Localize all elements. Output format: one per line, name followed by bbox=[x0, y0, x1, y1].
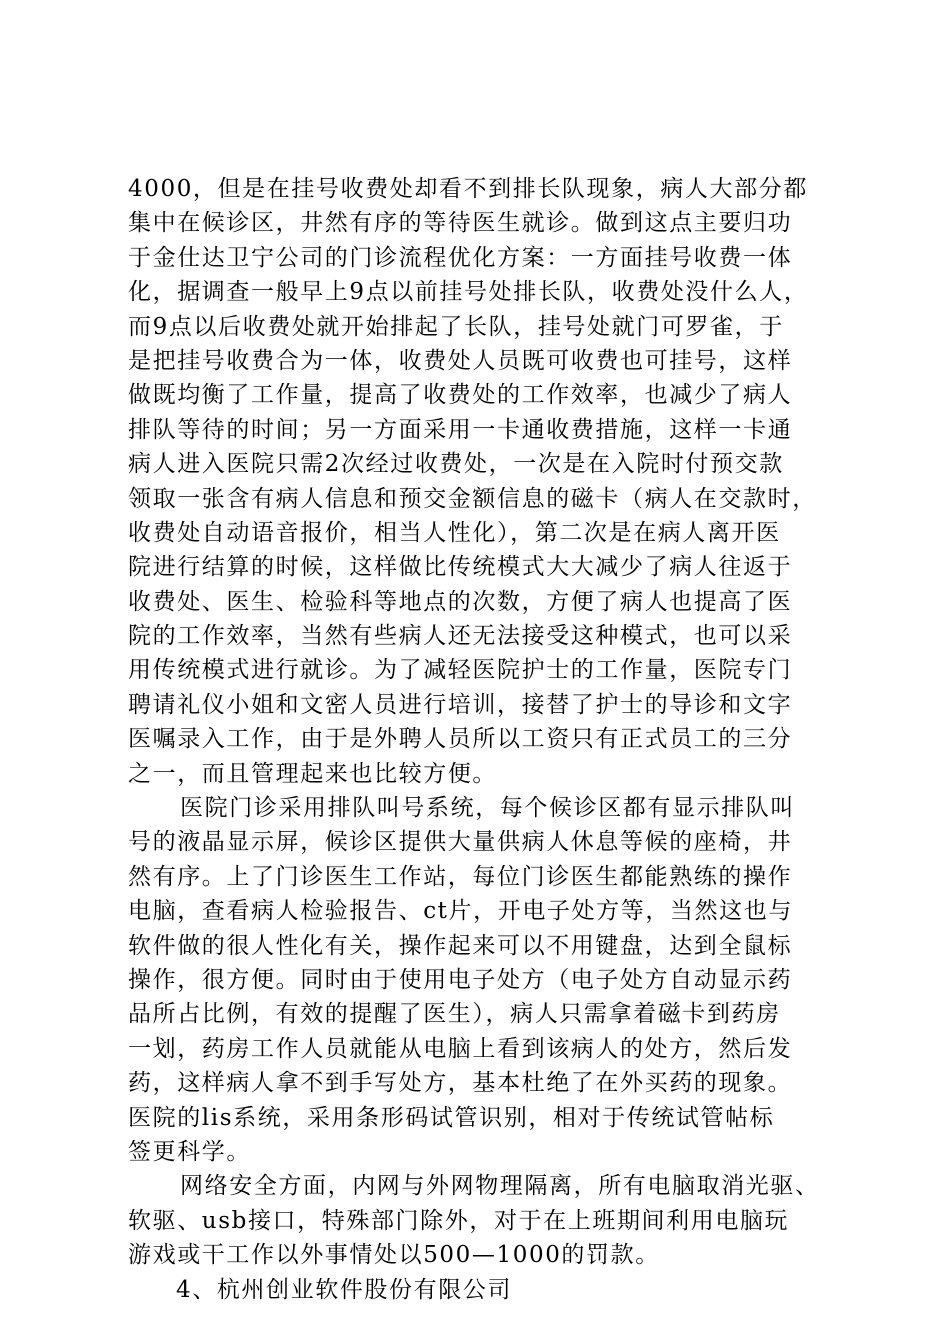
text-line: 医院门诊采用排队叫号系统，每个候诊区都有显示排队叫 bbox=[180, 795, 795, 822]
text-line: 做既均衡了工作量，提高了收费处的工作效率，也减少了病人 bbox=[128, 382, 793, 409]
text-line: 医嘱录入工作，由于是外聘人员所以工资只有正式员工的三分 bbox=[128, 726, 793, 753]
text-line: 软驱、usb接口，特殊部门除外，对于在上班期间利用电脑玩 bbox=[128, 1207, 790, 1234]
text-line: 而9点以后收费处就开始排起了长队，挂号处就门可罗雀，于 bbox=[128, 313, 784, 340]
paragraph-p2 bbox=[128, 791, 848, 1169]
text-line: 号的液晶显示屏，候诊区提供大量供病人休息等候的座椅，井 bbox=[128, 829, 793, 856]
document-body bbox=[128, 172, 848, 1307]
text-line: 收费处自动语音报价，相当人性化），第二次是在病人离开医 bbox=[128, 519, 781, 546]
paragraph-p1 bbox=[128, 172, 848, 791]
text-line: 集中在候诊区，井然有序的等待医生就诊。做到这点主要归功 bbox=[128, 210, 793, 237]
text-line: 领取一张含有病人信息和预交金额信息的磁卡（病人在交款时， bbox=[128, 485, 817, 512]
text-line: 软件做的很人性化有关，操作起来可以不用键盘，达到全鼠标 bbox=[128, 932, 793, 959]
text-line: 排队等待的时间；另一方面采用一卡通收费措施，这样一卡通 bbox=[128, 416, 793, 443]
text-line: 病人进入医院只需2次经过收费处，一次是在入院时付预交款 bbox=[128, 451, 784, 478]
text-line: 药，这样病人拿不到手写处方，基本杜绝了在外买药的现象。 bbox=[128, 1070, 793, 1097]
text-line: 一划，药房工作人员就能从电脑上看到该病人的处方，然后发 bbox=[128, 1035, 793, 1062]
text-line: 签更科学。 bbox=[128, 1138, 251, 1165]
text-line: 是把挂号收费合为一体，收费处人员既可收费也可挂号，这样 bbox=[128, 347, 793, 374]
text-line: 品所占比例，有效的提醒了医生），病人只需拿着磁卡到药房 bbox=[128, 1001, 781, 1028]
text-line: 网络安全方面，内网与外网物理隔离，所有电脑取消光驱、 bbox=[180, 1173, 820, 1200]
text-line: 于金仕达卫宁公司的门诊流程优化方案：一方面挂号收费一体 bbox=[128, 244, 793, 271]
text-line: 游戏或干工作以外事情处以500—1000的罚款。 bbox=[128, 1242, 660, 1269]
text-line: 化，据调查一般早上9点以前挂号处排长队，收费处没什么人， bbox=[128, 279, 809, 306]
text-line: 用传统模式进行就诊。为了减轻医院护士的工作量，医院专门 bbox=[128, 657, 793, 684]
text-line: 4000，但是在挂号收费处却看不到排长队现象，病人大部分都 bbox=[128, 176, 808, 202]
text-line: 之一，而且管理起来也比较方便。 bbox=[128, 760, 497, 787]
text-line: 然有序。上了门诊医生工作站，每位门诊医生都能熟练的操作 bbox=[128, 863, 793, 890]
text-line: 收费处、医生、检验科等地点的次数，方便了病人也提高了医 bbox=[128, 588, 793, 615]
section-heading: 4、杭州创业软件股份有限公司 bbox=[176, 1276, 513, 1303]
paragraphs bbox=[128, 172, 848, 1273]
text-line: 院进行结算的时候，这样做比传统模式大大减少了病人往返于 bbox=[128, 554, 793, 581]
text-line: 聘请礼仪小姐和文密人员进行培训，接替了护士的导诊和文字 bbox=[128, 691, 793, 718]
text-line: 医院的lis系统，采用条形码试管识别，相对于传统试管帖标 bbox=[128, 1104, 775, 1131]
text-line: 院的工作效率，当然有些病人还无法接受这种模式，也可以采 bbox=[128, 623, 793, 650]
paragraph-p3 bbox=[128, 1169, 848, 1272]
text-line: 操作，很方便。同时由于使用电子处方（电子处方自动显示药 bbox=[128, 966, 793, 993]
text-line: 电脑，查看病人检验报告、ct片，开电子处方等，当然这也与 bbox=[128, 898, 793, 925]
